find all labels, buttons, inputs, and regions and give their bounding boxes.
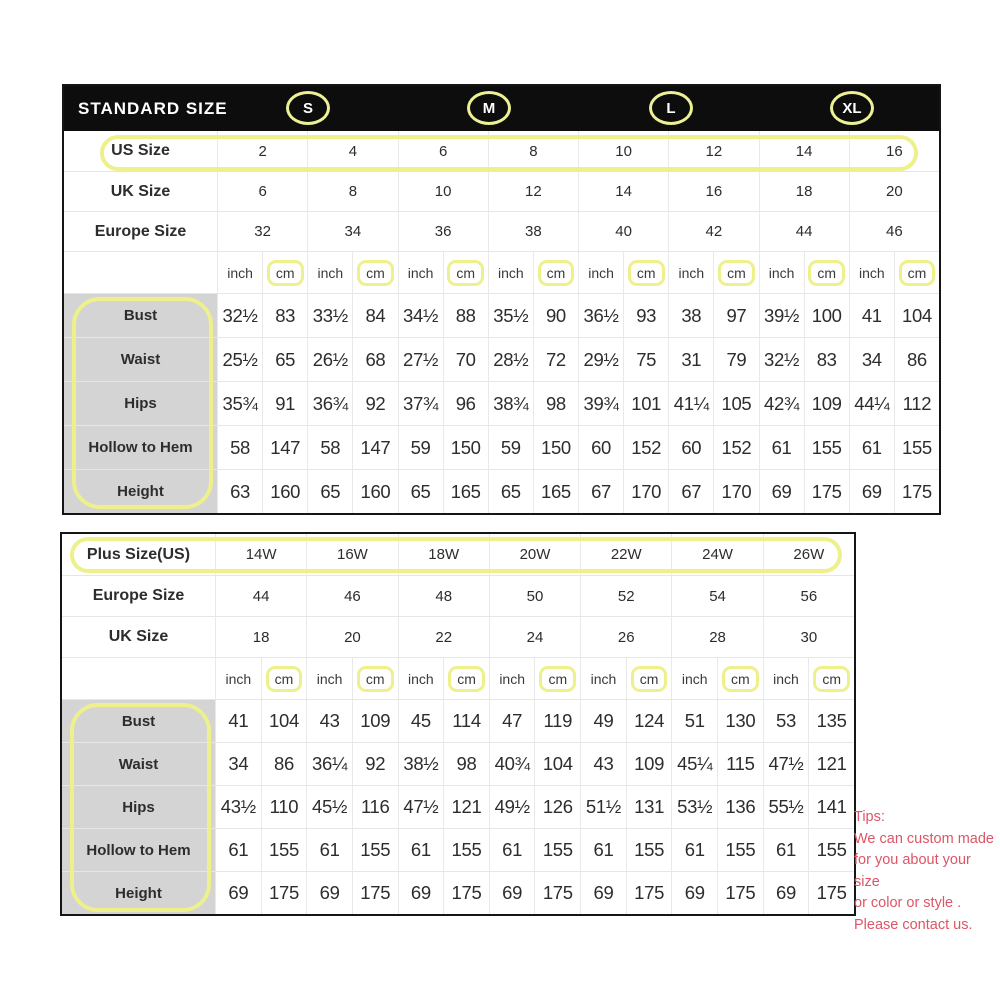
inch-header: inch (849, 252, 894, 293)
hollow-to-hem-row (62, 828, 854, 871)
height-value: 165 (533, 470, 578, 513)
hips-value: 47½ (398, 786, 444, 828)
waist-value: 28½ (488, 338, 533, 381)
tips-line: Please contact us. (854, 916, 973, 933)
hips-value: 121 (443, 786, 489, 828)
plus-size-us-value: 18W (398, 534, 489, 575)
hips-value: 53½ (671, 786, 717, 828)
plus-size-us-value: 20W (489, 534, 580, 575)
cm-highlight-box: cm (266, 666, 303, 692)
height-value: 170 (713, 470, 758, 513)
us-size-value: 14 (759, 131, 849, 171)
bust-row (64, 293, 939, 337)
hollow-to-hem-value: 155 (443, 829, 489, 871)
inch-header: inch (759, 252, 804, 293)
inch-header: inch (488, 252, 533, 293)
europe-size-value: 40 (578, 212, 668, 251)
height-value: 69 (489, 872, 535, 914)
cm-header (534, 658, 580, 699)
waist-value: 31 (668, 338, 713, 381)
us-size-label: US Size (111, 142, 170, 159)
waist-row (64, 337, 939, 381)
bust-value: 114 (443, 700, 489, 742)
cm-highlight-box: cm (538, 260, 575, 286)
cm-header (533, 252, 578, 293)
hips-value: 55½ (763, 786, 809, 828)
height-value: 67 (668, 470, 713, 513)
height-row (64, 469, 939, 513)
hips-value: 92 (352, 382, 397, 425)
plus-size-table-body (62, 534, 854, 914)
standard-size-table (62, 84, 941, 515)
bust-value: 124 (626, 700, 672, 742)
bust-value: 41 (215, 700, 261, 742)
uk-size-value: 10 (398, 172, 488, 211)
europe-size-value: 34 (307, 212, 397, 251)
bust-value: 93 (623, 294, 668, 337)
hollow-to-hem-row (64, 425, 939, 469)
hips-label: Hips (62, 786, 215, 828)
uk-size-value: 24 (489, 617, 580, 657)
hollow-to-hem-label: Hollow to Hem (64, 426, 217, 469)
bust-value: 33½ (307, 294, 352, 337)
tips-line: or color or style . (854, 895, 962, 911)
uk-size-value: 22 (398, 617, 489, 657)
bust-value: 38 (668, 294, 713, 337)
cm-highlight-box: cm (718, 260, 755, 286)
hollow-to-hem-value: 61 (306, 829, 352, 871)
inch-header: inch (580, 658, 626, 699)
uk-size-value: 30 (763, 617, 854, 657)
uk-size-value: 28 (671, 617, 762, 657)
plus-size-us-value: 24W (671, 534, 762, 575)
waist-value: 45¼ (671, 743, 717, 785)
hollow-to-hem-value: 61 (849, 426, 894, 469)
bust-value: 35½ (488, 294, 533, 337)
hips-value: 43½ (215, 786, 261, 828)
height-value: 160 (262, 470, 307, 513)
waist-value: 86 (261, 743, 307, 785)
uk-size-value: 18 (759, 172, 849, 211)
bust-label: Bust (62, 700, 215, 742)
bust-value: 88 (443, 294, 488, 337)
cm-header (352, 252, 397, 293)
waist-value: 29½ (578, 338, 623, 381)
bust-value: 104 (894, 294, 939, 337)
bust-value: 32½ (217, 294, 262, 337)
waist-value: 92 (352, 743, 398, 785)
waist-value: 32½ (759, 338, 804, 381)
uk-size-value: 20 (306, 617, 397, 657)
waist-value: 47½ (763, 743, 809, 785)
europe-size-value: 50 (489, 576, 580, 616)
hollow-to-hem-value: 58 (307, 426, 352, 469)
bust-value: 49 (580, 700, 626, 742)
waist-value: 65 (262, 338, 307, 381)
standard-size-header (64, 86, 939, 131)
hollow-to-hem-value: 155 (352, 829, 398, 871)
hollow-to-hem-value: 155 (894, 426, 939, 469)
height-value: 69 (671, 872, 717, 914)
height-value: 175 (352, 872, 398, 914)
europe-size-label: Europe Size (92, 587, 185, 604)
hollow-to-hem-value: 61 (398, 829, 444, 871)
hollow-to-hem-value: 152 (623, 426, 668, 469)
uk-size-value: 14 (578, 172, 668, 211)
hollow-to-hem-value: 61 (489, 829, 535, 871)
height-value: 69 (398, 872, 444, 914)
height-value: 69 (849, 470, 894, 513)
uk-size-value: 6 (217, 172, 307, 211)
unit-row-label (62, 658, 215, 699)
hips-value: 116 (352, 786, 398, 828)
height-label: Height (62, 872, 215, 914)
plus-size-table (60, 532, 856, 916)
waist-value: 109 (626, 743, 672, 785)
europe-size-value: 36 (398, 212, 488, 251)
us-size-value: 12 (668, 131, 758, 171)
standard-size-table-body (64, 131, 939, 513)
waist-value: 83 (804, 338, 849, 381)
height-value: 175 (717, 872, 763, 914)
height-value: 175 (804, 470, 849, 513)
unit-header-row (62, 657, 854, 699)
uk-size-value: 26 (580, 617, 671, 657)
inch-header: inch (578, 252, 623, 293)
height-value: 65 (398, 470, 443, 513)
hollow-to-hem-value: 155 (626, 829, 672, 871)
cm-header (717, 658, 763, 699)
plus-size-us-value: 14W (215, 534, 306, 575)
hips-value: 131 (626, 786, 672, 828)
inch-header: inch (398, 252, 443, 293)
standard-size-title: STANDARD SIZE (78, 98, 228, 118)
hollow-to-hem-value: 150 (443, 426, 488, 469)
waist-value: 79 (713, 338, 758, 381)
hips-value: 98 (533, 382, 578, 425)
waist-value: 72 (533, 338, 578, 381)
bust-value: 130 (717, 700, 763, 742)
hips-value: 37¾ (398, 382, 443, 425)
waist-value: 38½ (398, 743, 444, 785)
hips-value: 110 (261, 786, 307, 828)
waist-value: 104 (534, 743, 580, 785)
waist-value: 34 (849, 338, 894, 381)
hollow-to-hem-value: 155 (808, 829, 854, 871)
europe-size-label: Europe Size (94, 222, 187, 240)
hips-value: 126 (534, 786, 580, 828)
hips-value: 36¾ (307, 382, 352, 425)
tips-line: for you about your size (854, 852, 971, 890)
us-size-value: 2 (217, 131, 307, 171)
inch-header: inch (215, 658, 261, 699)
cm-header (713, 252, 758, 293)
size-badge-l: L (649, 91, 693, 125)
bust-value: 83 (262, 294, 307, 337)
hips-value: 109 (804, 382, 849, 425)
waist-value: 34 (215, 743, 261, 785)
hollow-to-hem-value: 152 (713, 426, 758, 469)
europe-size-row (62, 575, 854, 616)
bust-value: 53 (763, 700, 809, 742)
uk-size-value: 16 (668, 172, 758, 211)
bust-label: Bust (64, 294, 217, 337)
europe-size-value: 54 (671, 576, 762, 616)
height-value: 69 (306, 872, 352, 914)
inch-header: inch (306, 658, 352, 699)
height-value: 175 (626, 872, 672, 914)
waist-value: 36¼ (306, 743, 352, 785)
cm-header (626, 658, 672, 699)
cm-header (808, 658, 854, 699)
bust-value: 104 (261, 700, 307, 742)
waist-value: 75 (623, 338, 668, 381)
size-badge-m: M (467, 91, 511, 125)
height-value: 175 (534, 872, 580, 914)
waist-row (62, 742, 854, 785)
hollow-to-hem-value: 60 (668, 426, 713, 469)
bust-value: 39½ (759, 294, 804, 337)
us-size-row (64, 131, 939, 171)
unit-header-row (64, 251, 939, 293)
size-badge-xl: XL (830, 91, 874, 125)
plus-size-us-value: 22W (580, 534, 671, 575)
hips-value: 91 (262, 382, 307, 425)
us-size-value: 4 (307, 131, 397, 171)
height-value: 165 (443, 470, 488, 513)
europe-size-value: 32 (217, 212, 307, 251)
waist-label: Waist (62, 743, 215, 785)
hips-value: 35¾ (217, 382, 262, 425)
height-value: 175 (808, 872, 854, 914)
us-size-value: 16 (849, 131, 939, 171)
europe-size-row (64, 211, 939, 251)
inch-header: inch (217, 252, 262, 293)
height-value: 175 (443, 872, 489, 914)
plus-size-us-row (62, 534, 854, 575)
cm-header (262, 252, 307, 293)
hips-row (62, 785, 854, 828)
cm-highlight-box: cm (539, 666, 576, 692)
europe-size-value: 48 (398, 576, 489, 616)
height-value: 69 (580, 872, 626, 914)
hips-label: Hips (64, 382, 217, 425)
cm-header (443, 658, 489, 699)
waist-value: 98 (443, 743, 489, 785)
bust-value: 34½ (398, 294, 443, 337)
hollow-to-hem-value: 61 (671, 829, 717, 871)
height-value: 69 (215, 872, 261, 914)
hips-value: 96 (443, 382, 488, 425)
uk-size-value: 8 (307, 172, 397, 211)
waist-value: 86 (894, 338, 939, 381)
hips-value: 112 (894, 382, 939, 425)
hollow-to-hem-value: 61 (580, 829, 626, 871)
inch-header: inch (668, 252, 713, 293)
hips-value: 42¾ (759, 382, 804, 425)
hollow-to-hem-value: 61 (759, 426, 804, 469)
tips-title: Tips: (854, 809, 885, 825)
europe-size-value: 46 (306, 576, 397, 616)
europe-size-value: 38 (488, 212, 578, 251)
hips-value: 41¼ (668, 382, 713, 425)
hollow-to-hem-value: 147 (262, 426, 307, 469)
hollow-to-hem-value: 58 (217, 426, 262, 469)
inch-header: inch (307, 252, 352, 293)
height-label: Height (64, 470, 217, 513)
cm-highlight-box: cm (628, 260, 665, 286)
bust-value: 97 (713, 294, 758, 337)
waist-value: 27½ (398, 338, 443, 381)
hips-value: 101 (623, 382, 668, 425)
waist-value: 68 (352, 338, 397, 381)
waist-value: 25½ (217, 338, 262, 381)
waist-value: 121 (808, 743, 854, 785)
europe-size-value: 44 (215, 576, 306, 616)
europe-size-value: 44 (759, 212, 849, 251)
hollow-to-hem-value: 150 (533, 426, 578, 469)
cm-highlight-box: cm (447, 260, 484, 286)
bust-value: 43 (306, 700, 352, 742)
plus-size-us-value: 26W (763, 534, 854, 575)
cm-header (261, 658, 307, 699)
waist-value: 43 (580, 743, 626, 785)
plus-size-us-label: Plus Size(US) (86, 545, 191, 563)
cm-header (894, 252, 939, 293)
uk-size-value: 18 (215, 617, 306, 657)
cm-highlight-box: cm (357, 666, 394, 692)
hollow-to-hem-label: Hollow to Hem (62, 829, 215, 871)
height-value: 65 (307, 470, 352, 513)
cm-highlight-box: cm (448, 666, 485, 692)
uk-size-value: 12 (488, 172, 578, 211)
hollow-to-hem-value: 61 (215, 829, 261, 871)
inch-header: inch (763, 658, 809, 699)
bust-value: 51 (671, 700, 717, 742)
uk-size-row (64, 171, 939, 211)
bust-row (62, 699, 854, 742)
cm-highlight-box: cm (267, 260, 304, 286)
uk-size-value: 20 (849, 172, 939, 211)
plus-size-us-value: 16W (306, 534, 397, 575)
height-value: 67 (578, 470, 623, 513)
bust-value: 109 (352, 700, 398, 742)
inch-header: inch (489, 658, 535, 699)
cm-highlight-box: cm (808, 260, 845, 286)
uk-size-label: UK Size (110, 182, 171, 200)
bust-value: 41 (849, 294, 894, 337)
bust-value: 84 (352, 294, 397, 337)
height-value: 69 (759, 470, 804, 513)
height-value: 170 (623, 470, 668, 513)
uk-size-row (62, 616, 854, 657)
hollow-to-hem-value: 155 (261, 829, 307, 871)
cm-highlight-box: cm (722, 666, 759, 692)
bust-value: 119 (534, 700, 580, 742)
waist-value: 70 (443, 338, 488, 381)
europe-size-value: 56 (763, 576, 854, 616)
hollow-to-hem-value: 147 (352, 426, 397, 469)
hips-value: 44¼ (849, 382, 894, 425)
hips-value: 45½ (306, 786, 352, 828)
tips-note (854, 807, 1000, 936)
hips-value: 39¾ (578, 382, 623, 425)
inch-header: inch (398, 658, 444, 699)
us-size-value: 6 (398, 131, 488, 171)
bust-value: 100 (804, 294, 849, 337)
hips-value: 136 (717, 786, 763, 828)
height-value: 63 (217, 470, 262, 513)
bust-value: 47 (489, 700, 535, 742)
hips-value: 38¾ (488, 382, 533, 425)
hollow-to-hem-value: 155 (534, 829, 580, 871)
height-value: 69 (763, 872, 809, 914)
waist-label: Waist (64, 338, 217, 381)
hips-row (64, 381, 939, 425)
bust-value: 135 (808, 700, 854, 742)
cm-header (352, 658, 398, 699)
hips-value: 49½ (489, 786, 535, 828)
cm-header (623, 252, 668, 293)
hips-value: 141 (808, 786, 854, 828)
hollow-to-hem-value: 155 (717, 829, 763, 871)
uk-size-label: UK Size (108, 628, 169, 645)
height-value: 160 (352, 470, 397, 513)
cm-highlight-box: cm (631, 666, 668, 692)
inch-header: inch (671, 658, 717, 699)
waist-value: 26½ (307, 338, 352, 381)
cm-highlight-box: cm (357, 260, 394, 286)
hollow-to-hem-value: 59 (398, 426, 443, 469)
bust-value: 36½ (578, 294, 623, 337)
waist-value: 115 (717, 743, 763, 785)
europe-size-value: 52 (580, 576, 671, 616)
height-value: 175 (261, 872, 307, 914)
tips-line: We can custom made (854, 830, 994, 847)
height-row (62, 871, 854, 914)
hollow-to-hem-value: 60 (578, 426, 623, 469)
us-size-value: 8 (488, 131, 578, 171)
hollow-to-hem-value: 155 (804, 426, 849, 469)
size-badge-s: S (286, 91, 330, 125)
hollow-to-hem-value: 59 (488, 426, 533, 469)
bust-value: 45 (398, 700, 444, 742)
hollow-to-hem-value: 61 (763, 829, 809, 871)
hips-value: 51½ (580, 786, 626, 828)
bust-value: 90 (533, 294, 578, 337)
unit-row-label (64, 252, 217, 293)
cm-header (443, 252, 488, 293)
us-size-value: 10 (578, 131, 668, 171)
europe-size-value: 46 (849, 212, 939, 251)
hips-value: 105 (713, 382, 758, 425)
waist-value: 40¾ (489, 743, 535, 785)
cm-highlight-box: cm (899, 260, 936, 286)
europe-size-value: 42 (668, 212, 758, 251)
cm-header (804, 252, 849, 293)
cm-highlight-box: cm (813, 666, 850, 692)
height-value: 65 (488, 470, 533, 513)
height-value: 175 (894, 470, 939, 513)
